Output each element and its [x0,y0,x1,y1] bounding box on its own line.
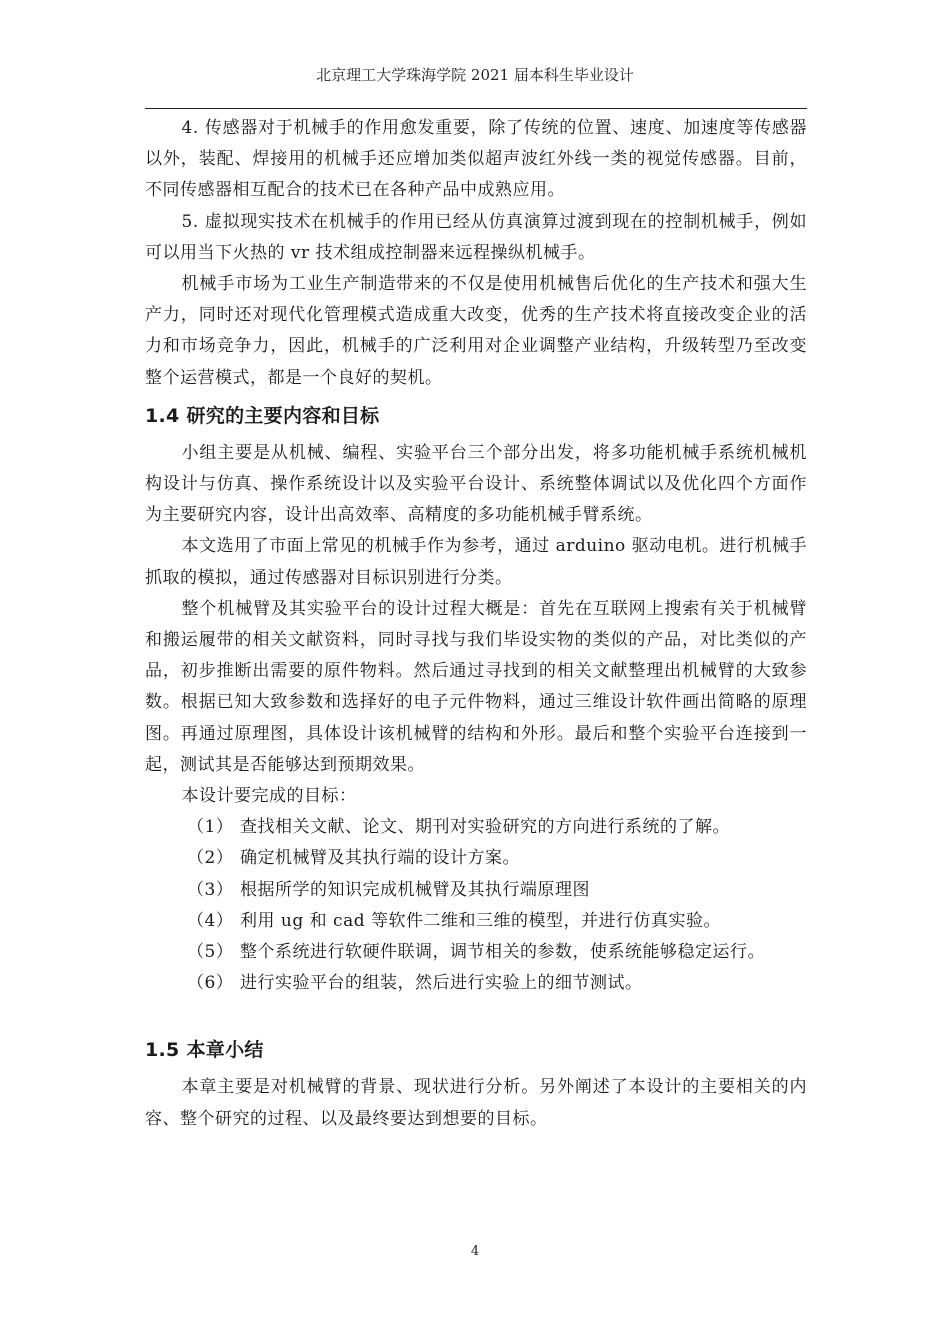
list-item-number: （4） [187,910,234,931]
section-heading-1-5: 1.5 本章小结 [145,1039,264,1062]
list-item-number: （5） [187,942,234,963]
list-item [145,812,807,843]
list-item [145,875,807,906]
goals-list [145,812,807,999]
paragraph-sensors: 4. 传感器对于机械手的作用愈发重要，除了传统的位置、速度、加速度等传感器以外，装配、焊接用的机械手还应增加类似超声波红外线一类的视觉传感器。目前，不同传感器相互配合的技术已在各种产品中成熟应用。 [145,118,807,201]
paragraph-goals-intro: 本设计要完成的目标： [181,786,357,807]
list-item-number: （3） [187,879,234,900]
list-item [145,843,807,874]
list-item [145,906,807,937]
list-item-text: 整个系统进行软硬件联调，调节相关的参数，使系统能够稳定运行。 [240,942,765,963]
list-item-number: （2） [187,848,234,869]
list-item-number: （1） [187,817,234,838]
list-item-number: （6） [187,973,234,994]
running-header: 北京理工大学珠海学院 2021 届本科生毕业设计 [316,66,634,84]
paragraph-chapter-summary: 本章主要是对机械臂的背景、现状进行分析。另外阐述了本设计的主要相关的内容、整个研究的过程、以及最终要达到想要的目标。 [145,1077,807,1129]
list-item-text: 进行实验平台的组装，然后进行实验上的细节测试。 [240,973,643,994]
paragraph-market: 机械手市场为工业生产制造带来的不仅是使用机械售后优化的生产技术和强大生产力，同时还对现代化管理模式造成重大改变，优秀的生产技术将直接改变企业的活力和市场竞争力，因此，机械手的广泛利用对企业调整产业结构，升级转型乃至改变整个运营模式，都是一个良好的契机。 [145,274,807,388]
paragraph-design-process: 整个机械臂及其实验平台的设计过程大概是：首先在互联网上搜索有关于机械臂和搬运履带的相关文献资料，同时寻找与我们毕设实物的类似的产品，对比类似的产品，初步推断出需要的原件物料。然后通过寻找到的相关文献整理出机械臂的大致参数。根据已知大致参数和选择好的电子元件物料，通过三维设计软件画出简略的原理图。再通过原理图，具体设计该机械臂的结构和外形。最后和整个实验平台连接到一起，测试其是否能够达到预期效果。 [145,598,807,775]
list-item-text: 查找相关文献、论文、期刊对实验研究的方向进行系统的了解。 [240,817,730,838]
section-heading-1-4: 1.4 研究的主要内容和目标 [145,404,380,427]
list-item-text: 根据所学的知识完成机械臂及其执行端原理图 [240,879,590,900]
document-body [145,113,807,1135]
header-divider [145,108,807,109]
list-item [145,937,807,968]
page-number: 4 [470,1244,480,1259]
paragraph-virtual-reality: 5. 虚拟现实技术在机械手的作用已经从仿真演算过渡到现在的控制机械手，例如可以用当下火热的 vr 技术组成控制器来远程操纵机械手。 [145,211,807,263]
list-item-text: 利用 ug 和 cad 等软件二维和三维的模型，并进行仿真实验。 [240,910,721,931]
list-item-text: 确定机械臂及其执行端的设计方案。 [240,848,520,869]
paragraph-research-scope: 小组主要是从机械、编程、实验平台三个部分出发，将多功能机械手系统机械机构设计与仿真、操作系统设计以及实验平台设计、系统整体调试以及优化四个方面作为主要研究内容，设计出高效率、高精度的多功能机械手臂系统。 [145,442,807,526]
paragraph-reference-arm: 本文选用了市面上常见的机械手作为参考，通过 arduino 驱动电机。进行机械手抓取的模拟，通过传感器对目标识别进行分类。 [145,536,807,588]
list-item [145,968,807,999]
